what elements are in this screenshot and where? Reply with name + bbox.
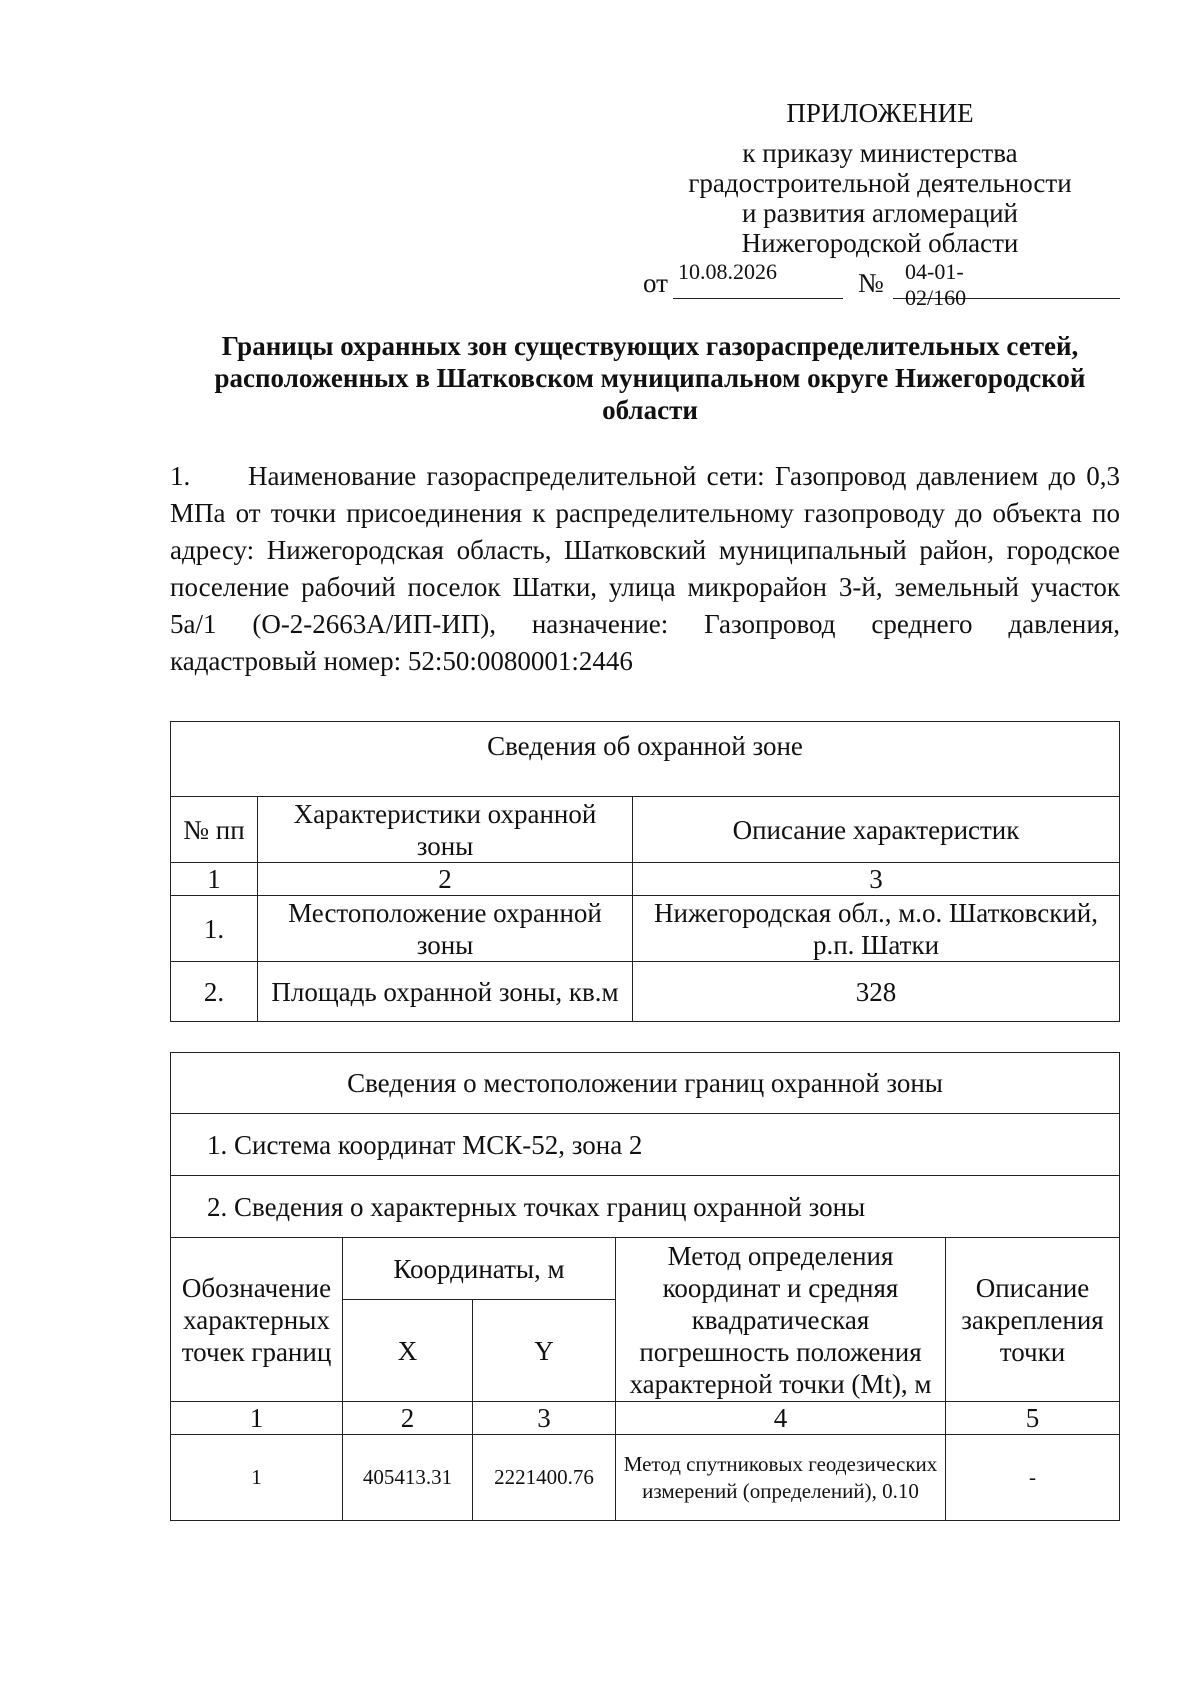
appendix-heading: ПРИЛОЖЕНИЕ — [786, 98, 974, 128]
header-description: Описание характеристик — [633, 797, 1120, 863]
points-caption: 2. Сведения о характерных точках границ охранной зоны — [171, 1176, 1120, 1238]
row-characteristic: Местоположение охранной зоны — [258, 896, 633, 962]
table-row — [171, 1435, 1120, 1521]
number-label: № — [858, 268, 884, 298]
network-description — [170, 458, 1120, 680]
header-designation: Обозначение характерных точек границ — [171, 1238, 343, 1402]
table-row — [171, 962, 1120, 1022]
header-y: Y — [473, 1300, 616, 1402]
column-number: 5 — [946, 1402, 1120, 1435]
header-coordinates: Координаты, м — [343, 1238, 616, 1300]
header-index: № пп — [171, 797, 258, 863]
order-date: 10.08.2026 — [678, 259, 777, 284]
point-designation: 1 — [171, 1435, 343, 1521]
row-value: Нижегородская обл., м.о. Шатковский, р.п. Шатки — [633, 896, 1120, 962]
row-index: 2. — [171, 962, 258, 1022]
date-underline — [673, 298, 843, 299]
point-x: 405413.31 — [343, 1435, 473, 1521]
row-value: 328 — [633, 962, 1120, 1022]
header-method: Метод определения координат и средняя квадратическая погрешность положения характерной точки (Mt), м — [616, 1238, 946, 1402]
paragraph-text: Наименование газораспределительной сети: Газопровод давлением до 0,3 МПа от точки присоединения к распределительному газопроводу до объекта по адресу: Нижегородская область, Шатковский муниципальный район, городское поселение рабочий поселок Шатки, улица микрорайон 3-й, земельный участок 5а/1 (О-2-2663А/ИП-ИП), назначение: Газопровод среднего давления, кадастровый номер: 52:50:0080001:2446 — [170, 461, 1120, 676]
from-label: от — [643, 268, 668, 298]
point-method: Метод спутниковых геодезических измерений (определений), 0.10 — [616, 1435, 946, 1521]
point-fixing: - — [946, 1435, 1120, 1521]
document-title: Границы охранных зон существующих газораспределительных сетей, расположенных в Шатковском муниципальном округе Нижегородской области — [214, 331, 1086, 425]
appendix-line: градостроительной деятельности — [688, 168, 1072, 198]
header-characteristic: Характеристики охранной зоны — [258, 797, 633, 863]
coordinate-system: 1. Система координат МСК-52, зона 2 — [171, 1114, 1120, 1176]
appendix-line: к приказу министерства — [742, 138, 1018, 168]
order-number: 04-01-02/160 — [905, 259, 967, 310]
point-y: 2221400.76 — [473, 1435, 616, 1521]
row-index: 1. — [171, 896, 258, 962]
table-row — [171, 896, 1120, 962]
column-number: 1 — [171, 1402, 343, 1435]
paragraph-number: 1. — [170, 461, 191, 491]
column-number: 3 — [473, 1402, 616, 1435]
column-number: 1 — [171, 863, 258, 896]
column-number: 2 — [258, 863, 633, 896]
header-fixing: Описание закрепления точки — [946, 1238, 1120, 1402]
appendix-line: и развития агломераций — [741, 198, 1018, 228]
column-number: 3 — [633, 863, 1120, 896]
location-table-caption: Сведения о местоположении границ охранной зоны — [171, 1053, 1120, 1114]
column-number: 4 — [616, 1402, 946, 1435]
column-number: 2 — [343, 1402, 473, 1435]
appendix-line: Нижегородской области — [741, 228, 1019, 258]
zone-info-table — [170, 721, 1120, 1022]
zone-table-caption: Сведения об охранной зоне — [171, 722, 1120, 797]
row-characteristic: Площадь охранной зоны, кв.м — [258, 962, 633, 1022]
header-x: X — [343, 1300, 473, 1402]
boundary-location-table — [170, 1052, 1120, 1521]
